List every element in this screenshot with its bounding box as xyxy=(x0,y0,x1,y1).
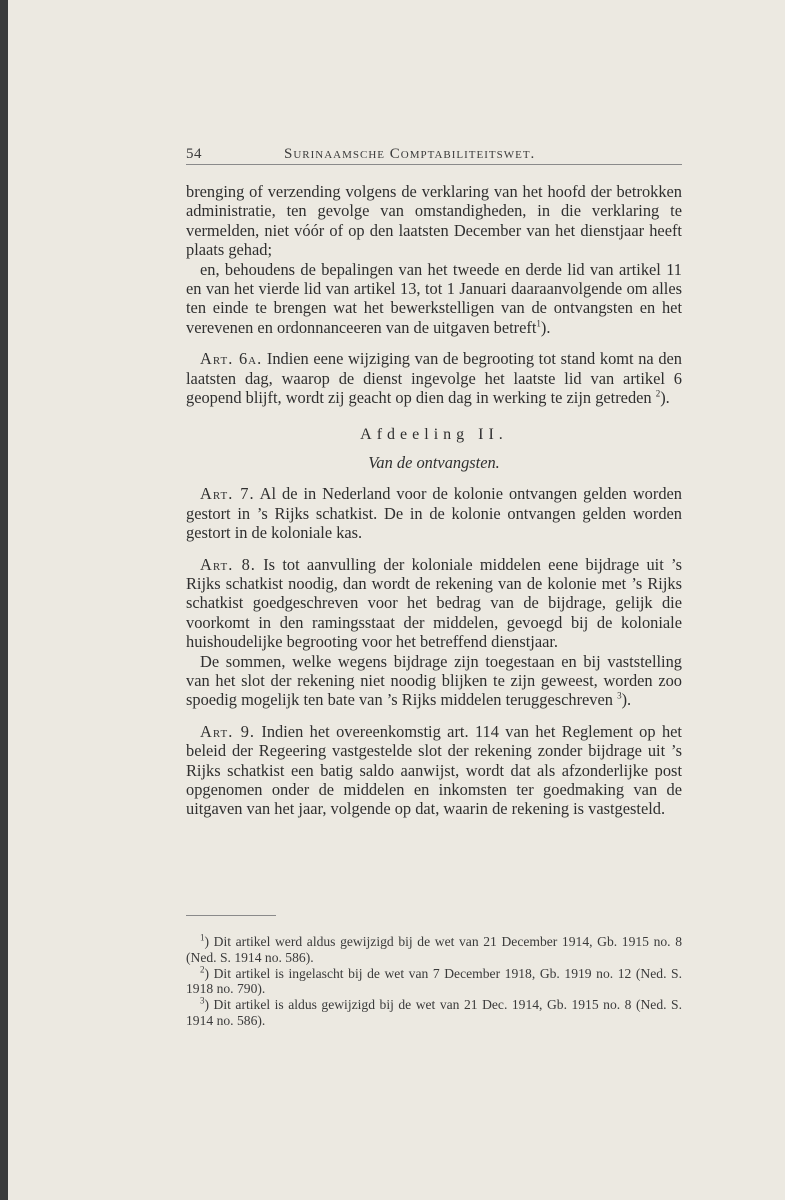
header-rule xyxy=(186,164,682,165)
paragraph-continuation: brenging of verzending volgens de verklaring van het hoofd der betrokken administratie, ten gevolge van omstandigheden, in die verklaring te vermelden, niet vóór of op den laatsten December van het dienstjaar heeft plaats gehad; xyxy=(186,182,682,260)
article-6a-label: Art. 6a. xyxy=(200,349,263,369)
footnote-2: $^2$) Dit artikel is ingelascht bij de wet van 7 December 1918, Gb. 1919 no. 12 (Ned. S. 1918 no. 790). xyxy=(186,964,682,997)
article-8-paragraph-2: De sommen, welke wegens bijdrage zijn toegestaan en bij vaststelling van het slot der rekening niet noodig blijken te zijn geweest, worden zoo spoedig mogelijk ten bate van ’s Rijks middelen teruggeschreven $^3$). xyxy=(186,651,682,710)
article-7: Art. 7. Al de in Nederland voor de kolonie ontvangen gelden worden gestort in ’s Rijks schatkist. De in de kolonie ontvangen gelden worden gestort in de koloniale kas. xyxy=(186,484,682,543)
article-7-label: Art. 7. xyxy=(200,484,255,504)
article-9: Art. 9. Indien het overeenkomstig art. 114 van het Reglement op het beleid der Regeering vastgestelde slot der rekening zonder bijdrage uit ’s Rijks schatkist een batig saldo aanwijst, wordt dat als afzonderlijke post opgenomen onder de middelen en inkomsten ter goedmaking van de uitgaven van het jaar, volgende op dat, waarin de rekening is vastgesteld. xyxy=(186,721,682,819)
footnote-ref-2: 2 xyxy=(655,388,661,399)
section-heading: Afdeeling II. xyxy=(360,426,508,444)
article-9-label: Art. 9. xyxy=(200,721,256,741)
footnote-ref-1: 1 xyxy=(536,318,541,329)
page-number: 54 xyxy=(186,146,202,162)
body-text xyxy=(186,182,682,819)
article-8: Art. 8. Is tot aanvulling der koloniale middelen eene bijdrage uit ’s Rijks schatkist noodig, dan wordt de rekening van de kolonie met ’s Rijks schatkist goedgeschreven voor het bedrag van de bijdrage, gelijk die voorkomt in den ramingsstaat der middelen, gevoegd bij de koloniale huishoudelijke begrooting voor het betreffend dienstjaar. xyxy=(186,554,682,652)
footnote-1: $^1$) Dit artikel werd aldus gewijzigd bij de wet van 21 December 1914, Gb. 1915 no. 8 (Ned. S. 1914 no. 586). xyxy=(186,932,682,965)
article-8-label: Art. 8. xyxy=(200,554,256,574)
footnotes xyxy=(186,934,682,1029)
footnote-rule xyxy=(186,915,276,916)
article-6a: Art. 6a. Indien eene wijziging van de begrooting tot stand komt na den laatsten dag, waarop de dienst ingevolge het laatste lid van artikel 6 geopend blijft, wordt zij geacht op dien dag in werking te zijn getreden $^2$). xyxy=(186,349,682,408)
footnote-ref-3: 3 xyxy=(617,690,622,701)
running-title: Surinaamsche Comptabiliteitswet. xyxy=(284,146,536,162)
paragraph-en-behoudens: en, behoudens de bepalingen van het tweede en derde lid van artikel 11 en van het vierde lid van artikel 13, tot 1 Januari daaraanvolgende om alles ten einde te brengen wat het bewerkstelligen van de ontvangsten en het verevenen en ordonnanceeren van de uitgaven betreft$^1$). xyxy=(186,259,682,337)
footnote-3: $^3$) Dit artikel is aldus gewijzigd bij de wet van 21 Dec. 1914, Gb. 1915 no. 8 (Ned. S. 1914 no. 586). xyxy=(186,995,682,1028)
section-subtitle: Van de ontvangsten. xyxy=(368,452,500,472)
